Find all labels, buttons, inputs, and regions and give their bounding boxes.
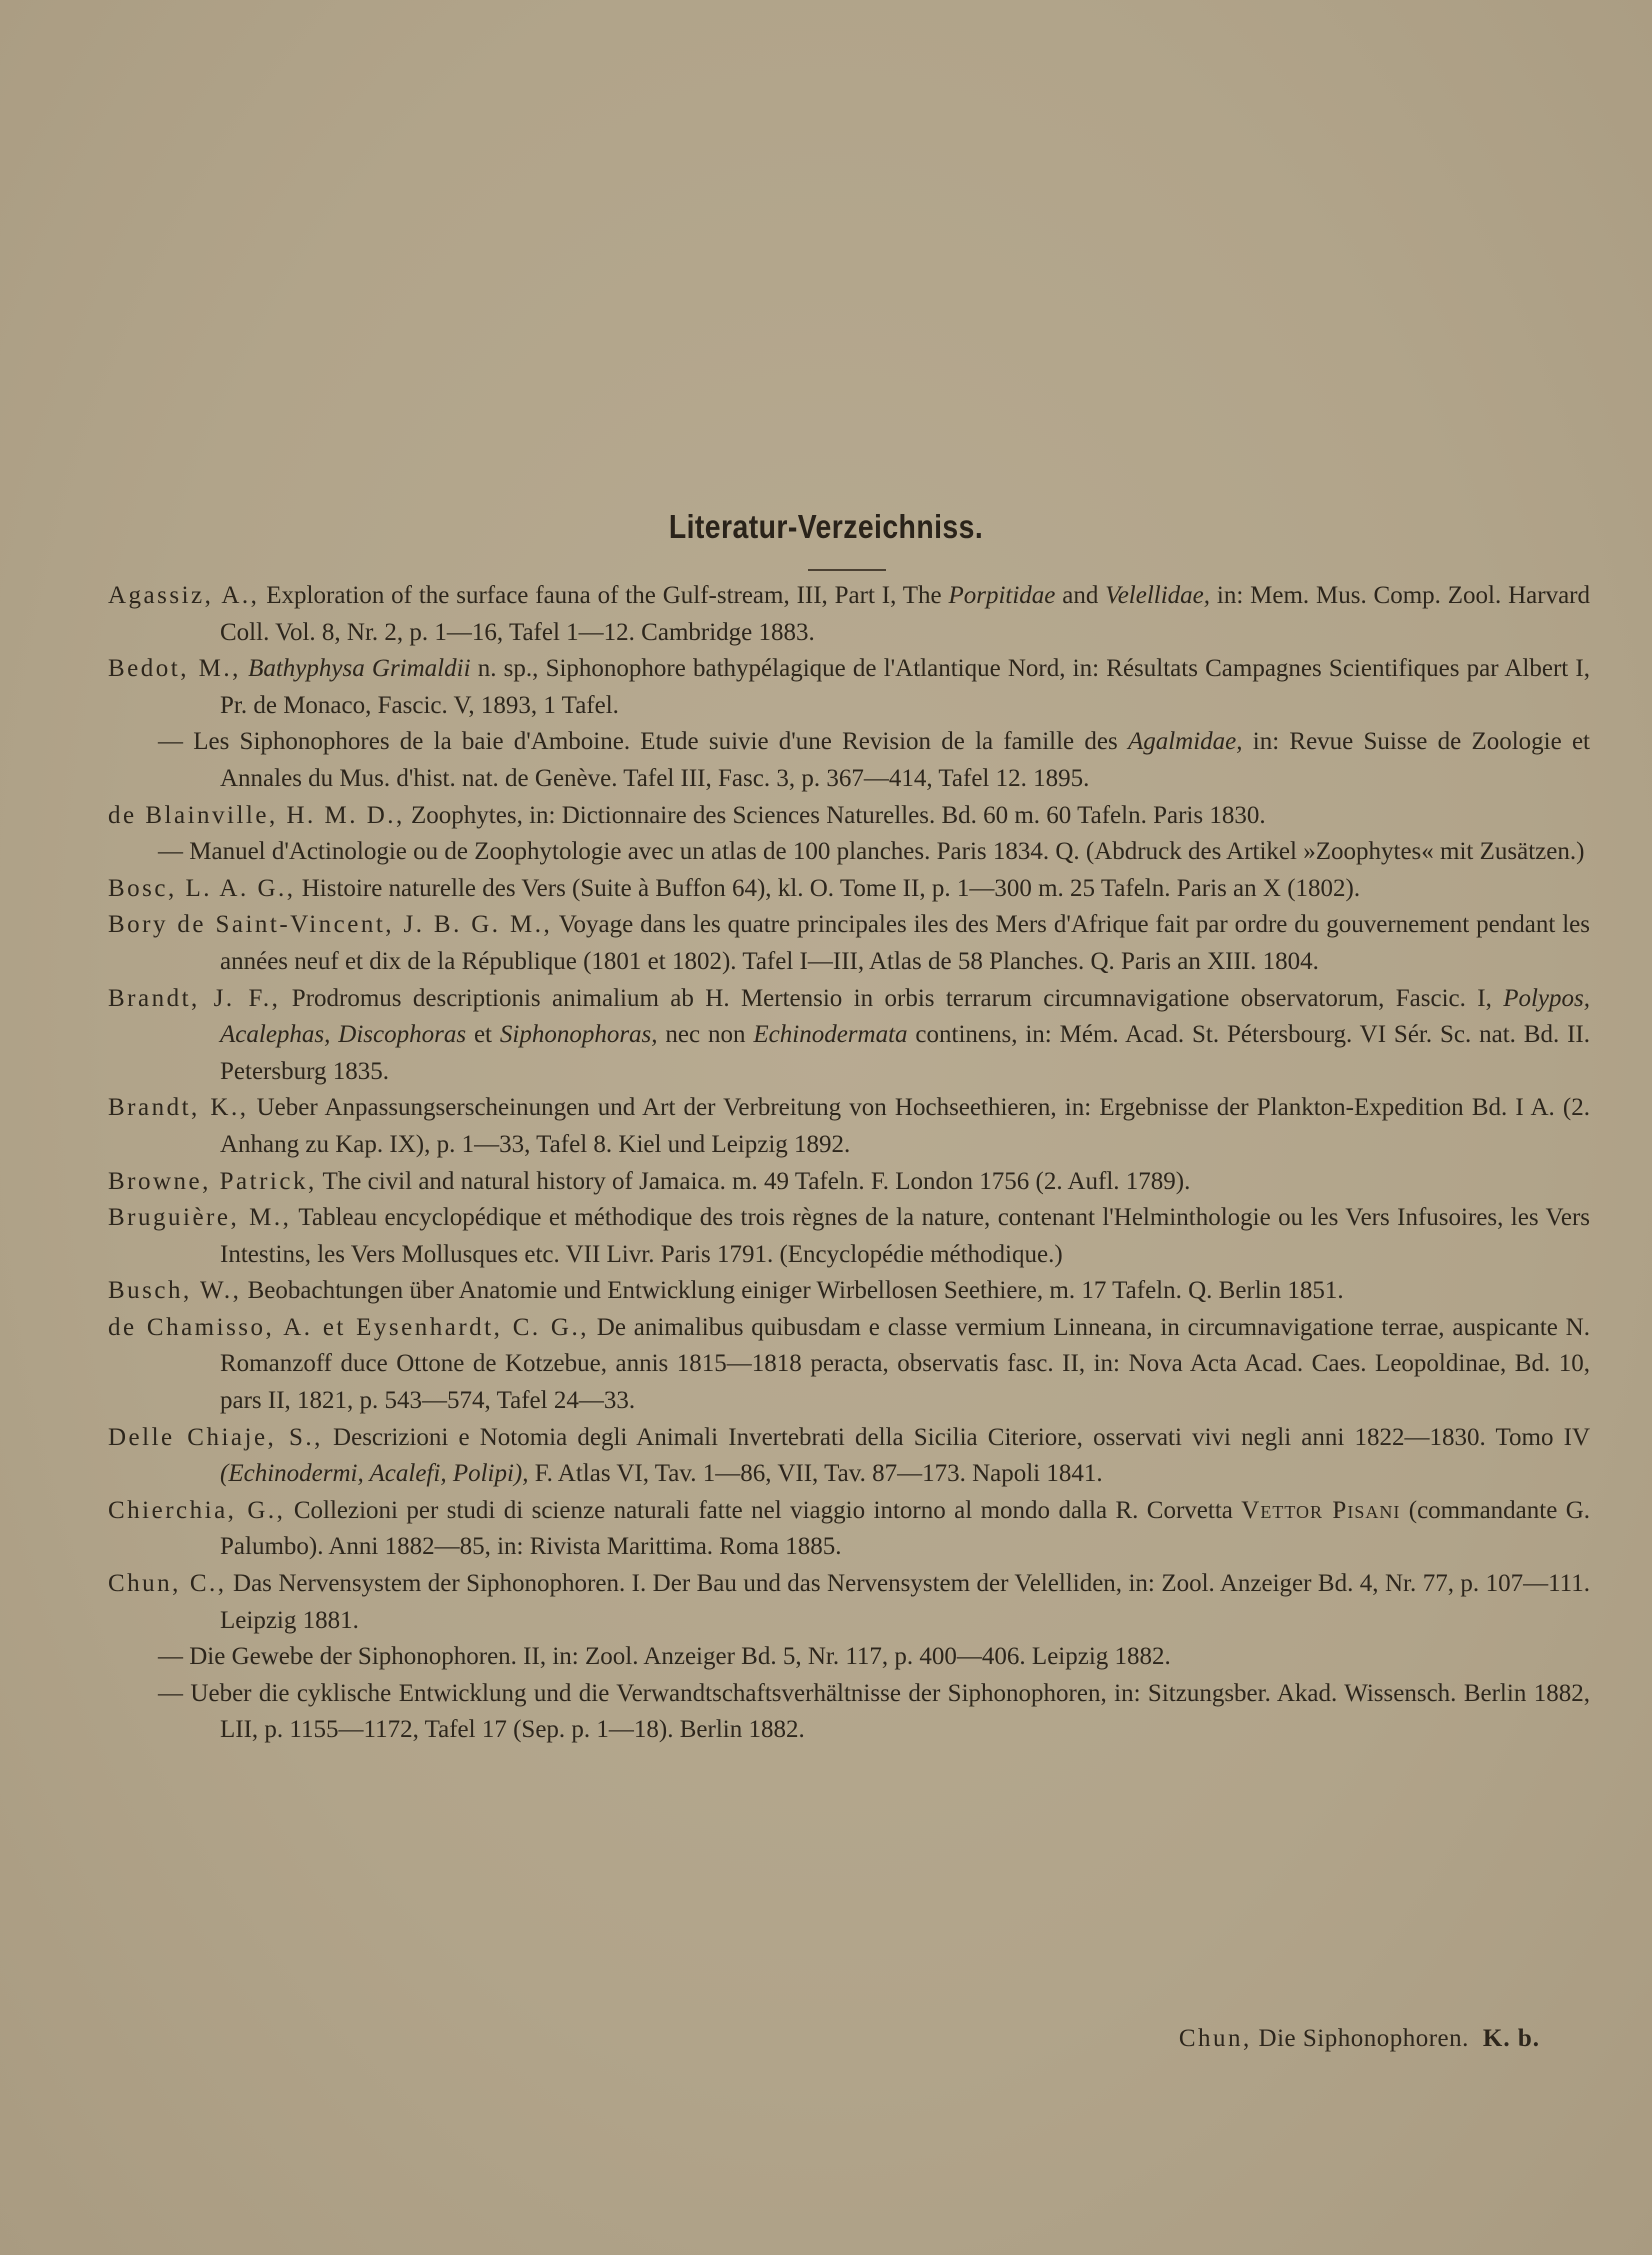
bib-entry-chierchia: Chierchia, G., Collezioni per studi di scienze naturali fatte nel viaggio intorno al mondo dalla R. Corvetta Vettor Pisani (commandante G. Palumbo). Anni 1882—85, in: Rivista Marittima. Roma 1885. [108, 1496, 1591, 1561]
bib-entry-chamisso: de Chamisso, A. et Eysenhardt, C. G., De animalibus quibusdam e classe vermium Linneana, in circumnavigatione terrae, auspicante N. Romanzoff duce Ottone de Kotzebue, annis 1815—1818 peracta, observatis fasc. II, in: Nova Acta Acad. Caes. Leopoldinae, Bd. 10, pars II, 1821, p. 543—574, Tafel 24—33. [108, 1313, 1590, 1415]
bib-entry-bory: Bory de Saint-Vincent, J. B. G. M., Voyage dans les quatre principales iles des Mers d'Afrique fait par ordre du gouvernement pendant les années neuf et dix de la République (1801 et 1802). Tafel I—III, Atlas de 58 Planches. Q. Paris an XIII. 1804. [108, 911, 1591, 975]
bib-entry-browne: Browne, Patrick, The civil and natural history of Jamaica. m. 49 Tafeln. F. London 1756 (2. Aufl. 1789). [108, 1167, 1191, 1195]
bib-entry-chun-1: Chun, C., Das Nervensystem der Siphonophoren. I. Der Bau und das Nervensystem der Velelliden, in: Zool. Anzeiger Bd. 4, Nr. 77, p. 107—111. Leipzig 1881. [108, 1570, 1590, 1634]
bibliography-list [108, 578, 1590, 1749]
bib-entry-brandt-k: Brandt, K., Ueber Anpassungserscheinungen und Art der Verbreitung von Hochseethieren, in: Ergebnisse der Plankton-Expedition Bd. I A. (2. Anhang zu Kap. IX), p. 1—33, Tafel 8. Kiel und Leipzig 1892. [108, 1094, 1590, 1158]
bib-entry-bedot-2: — Les Siphonophores de la baie d'Amboine. Etude suivie d'une Revision de la famille des Agalmidae, in: Revue Suisse de Zoologie et Annales du Mus. d'hist. nat. de Genève. Tafel III, Fasc. 3, p. 367—414, Tafel 12. 1895. [158, 728, 1590, 792]
bib-entry-chun-2: — Die Gewebe der Siphonophoren. II, in: Zool. Anzeiger Bd. 5, Nr. 117, p. 400—406. Leipzig 1882. [158, 1643, 1171, 1671]
bib-entry-chun-3: — Ueber die cyklische Entwicklung und die Verwandtschaftsverhältnisse der Siphonophoren, in: Sitzungsber. Akad. Wissensch. Berlin 1882, LII, p. 1155—1172, Tafel 17 (Sep. p. 1—18). Berlin 1882. [158, 1679, 1590, 1744]
bib-entry-blainville-2: — Manuel d'Actinologie ou de Zoophytologie avec un atlas de 100 planches. Paris 1834. Q. (Abdruck des Artikel »Zoophytes« mit Zusätzen.) [158, 838, 1585, 866]
bib-entry-agassiz: Agassiz, A., Exploration of the surface fauna of the Gulf-stream, III, Part I, The Porpitidae and Velellidae, in: Mem. Mus. Comp. Zool. Harvard Coll. Vol. 8, Nr. 2, p. 1—16, Tafel 1—12. Cambridge 1883. [108, 582, 1590, 646]
bib-entry-brandt-jf: Brandt, J. F., Prodromus descriptionis animalium ab H. Mertensio in orbis terrarum circumnavigatione observatorum, Fascic. I, Polypos, Acalephas, Discophoras et Siphonophoras, nec non Echinodermata continens, in: Mém. Acad. St. Pétersbourg. VI Sér. Sc. nat. Bd. II. Petersburg 1835. [108, 984, 1591, 1085]
bib-entry-delle-chiaje: Delle Chiaje, S., Descrizioni e Notomia degli Animali Invertebrati della Sicilia Citeriore, osservati vivi negli anni 1822—1830. Tomo IV (Echinodermi, Acalefi, Polipi), F. Atlas VI, Tav. 1—86, VII, Tav. 87—173. Napoli 1841. [108, 1423, 1590, 1488]
signature-line: Chun, Die Siphonophoren. K. b. [1178, 2025, 1540, 2052]
bib-entry-bosc: Bosc, L. A. G., Histoire naturelle des Vers (Suite à Buffon 64), kl. O. Tome II, p. 1—300 m. 25 Tafeln. Paris an X (1802). [108, 874, 1361, 902]
title-rule [808, 569, 886, 571]
bib-entry-busch: Busch, W., Beobachtungen über Anatomie und Entwicklung einiger Wirbellosen Seethiere, m. 17 Tafeln. Q. Berlin 1851. [108, 1277, 1344, 1305]
bib-entry-blainville-1: de Blainville, H. M. D., Zoophytes, in: Dictionnaire des Sciences Naturelles. Bd. 60 m. 60 Tafeln. Paris 1830. [108, 801, 1266, 829]
bib-entry-bruguiere: Bruguière, M., Tableau encyclopédique et méthodique des trois règnes de la nature, contenant l'Helminthologie ou les Vers Infusoires, les Vers Intestins, les Vers Mollusques etc. VII Livr. Paris 1791. (Encyclopédie méthodique.) [108, 1204, 1590, 1268]
page-title: Literatur-Verzeichniss. [668, 508, 984, 545]
bib-entry-bedot-1: Bedot, M., Bathyphysa Grimaldii n. sp., Siphonophore bathypélagique de l'Atlantique Nord, in: Résultats Campagnes Scientifiques par Albert I, Pr. de Monaco, Fascic. V, 1893, 1 Tafel. [108, 655, 1591, 719]
